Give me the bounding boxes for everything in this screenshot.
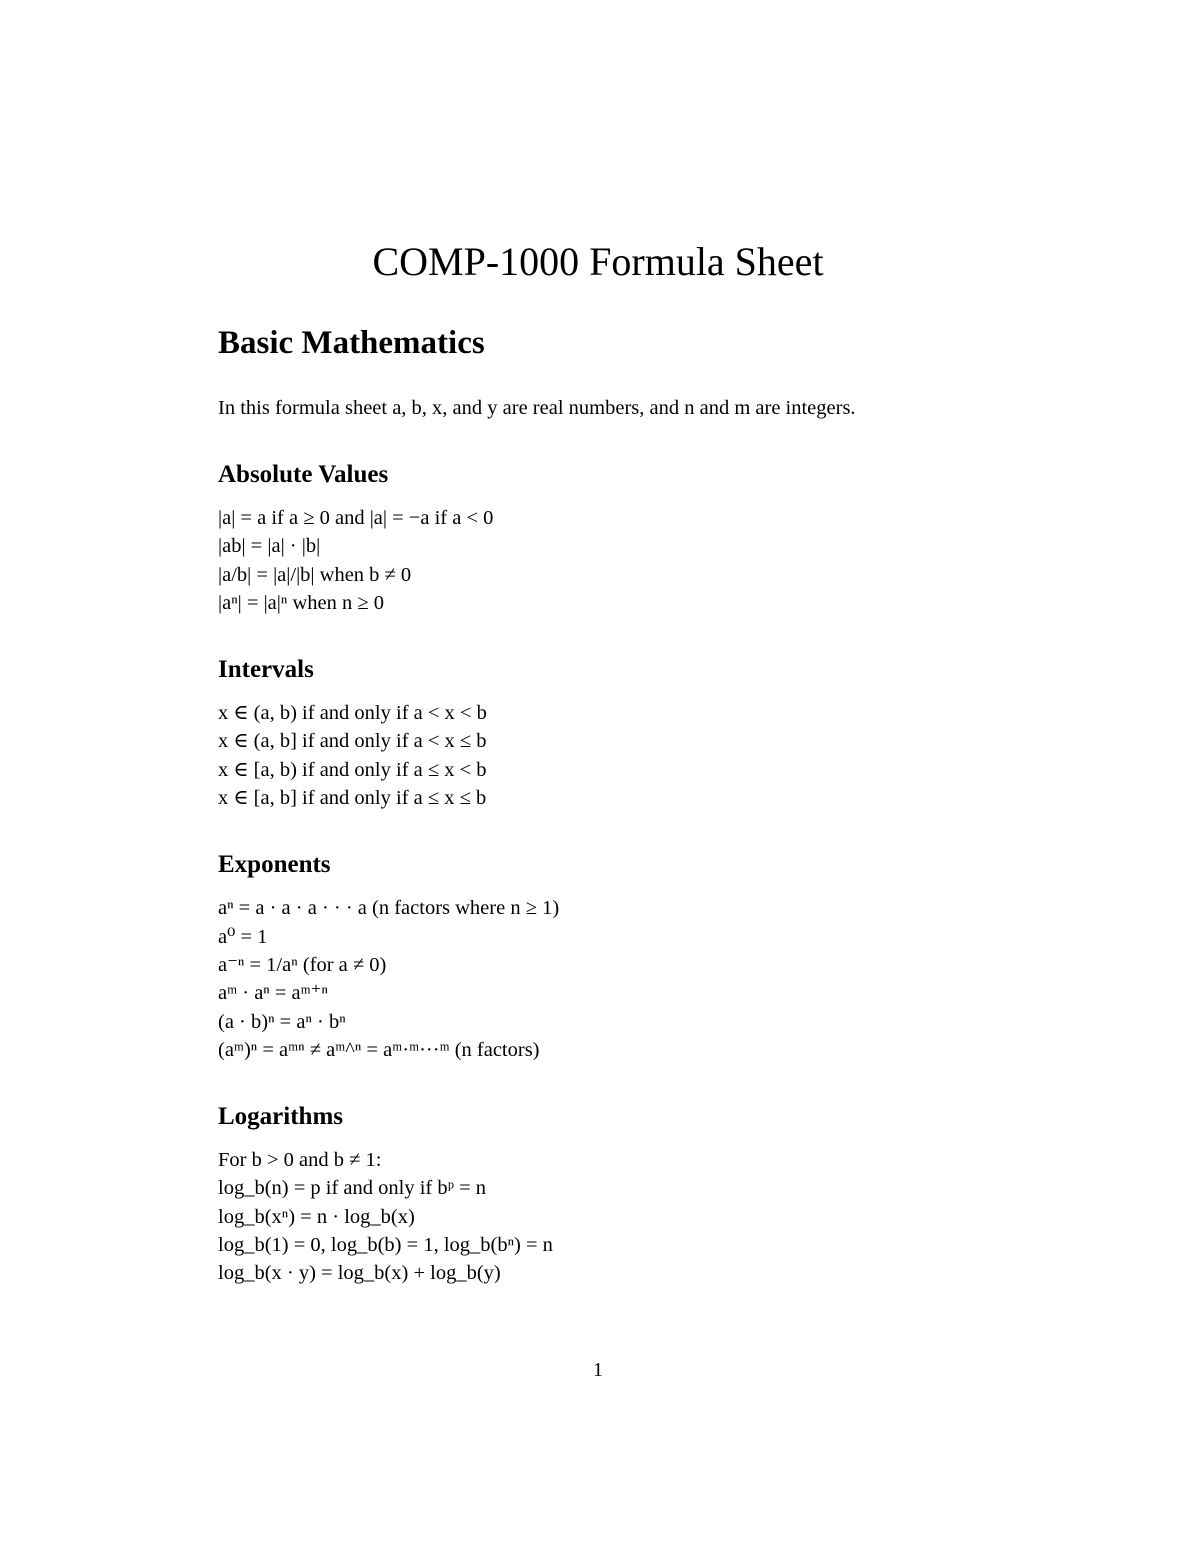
subsection-absolute-values (218, 458, 1018, 617)
formula-list (218, 699, 1018, 812)
subsection-exponents (218, 848, 1018, 1064)
formula-line: aⁿ = a · a · a · · · a (n factors where n ≥ 1) (218, 897, 560, 920)
formula-line: x ∈ [a, b] if and only if a ≤ x ≤ b (218, 787, 487, 810)
document-title: COMP-1000 Formula Sheet (372, 239, 824, 284)
formula-line: (a · b)ⁿ = aⁿ · bⁿ (218, 1010, 346, 1033)
formula-line: log_b(n) = p if and only if bᵖ = n (218, 1177, 487, 1200)
formula-line: log_b(1) = 0, log_b(b) = 1, log_b(bⁿ) = n (218, 1234, 553, 1257)
subsection-heading: Intervals (218, 656, 314, 684)
page-number: 1 (593, 1359, 603, 1381)
formula-line: |aⁿ| = |a|ⁿ when n ≥ 0 (218, 591, 384, 614)
subsection-logarithms (218, 1100, 1018, 1287)
subsection-heading: Logarithms (218, 1103, 343, 1131)
formula-list (218, 1146, 1018, 1287)
formula-line: For b > 0 and b ≠ 1: (218, 1149, 382, 1172)
formula-line: x ∈ (a, b) if and only if a < x < b (218, 702, 487, 725)
formula-line: |ab| = |a| · |b| (218, 535, 321, 558)
section-intro: In this formula sheet a, b, x, and y are real numbers, and n and m are integers. (218, 397, 856, 419)
subsection-heading: Absolute Values (218, 461, 389, 488)
formula-line: |a| = a if a ≥ 0 and |a| = −a if a < 0 (218, 507, 494, 529)
formula-line: log_b(x · y) = log_b(x) + log_b(y) (218, 1262, 501, 1285)
formula-line: x ∈ [a, b) if and only if a ≤ x < b (218, 758, 487, 781)
document-content (218, 322, 1018, 1288)
formula-line: log_b(xⁿ) = n · log_b(x) (218, 1205, 415, 1228)
formula-line: (aᵐ)ⁿ = aᵐⁿ ≠ aᵐ^ⁿ = aᵐ·ᵐ···ᵐ (n factors) (218, 1038, 540, 1061)
formula-line: x ∈ (a, b] if and only if a < x ≤ b (218, 730, 487, 753)
formula-line: a⁻ⁿ = 1/aⁿ (for a ≠ 0) (218, 953, 387, 976)
formula-line: |a/b| = |a|/|b| when b ≠ 0 (218, 563, 412, 586)
section-heading-basic-mathematics: Basic Mathematics (218, 325, 485, 361)
formula-list (218, 894, 1018, 1064)
subsection-heading: Exponents (218, 851, 331, 879)
formula-list (218, 504, 1018, 617)
subsection-intervals (218, 653, 1018, 812)
formula-line: aᵐ · aⁿ = aᵐ⁺ⁿ (218, 982, 328, 1005)
formula-line: a⁰ = 1 (218, 925, 268, 948)
